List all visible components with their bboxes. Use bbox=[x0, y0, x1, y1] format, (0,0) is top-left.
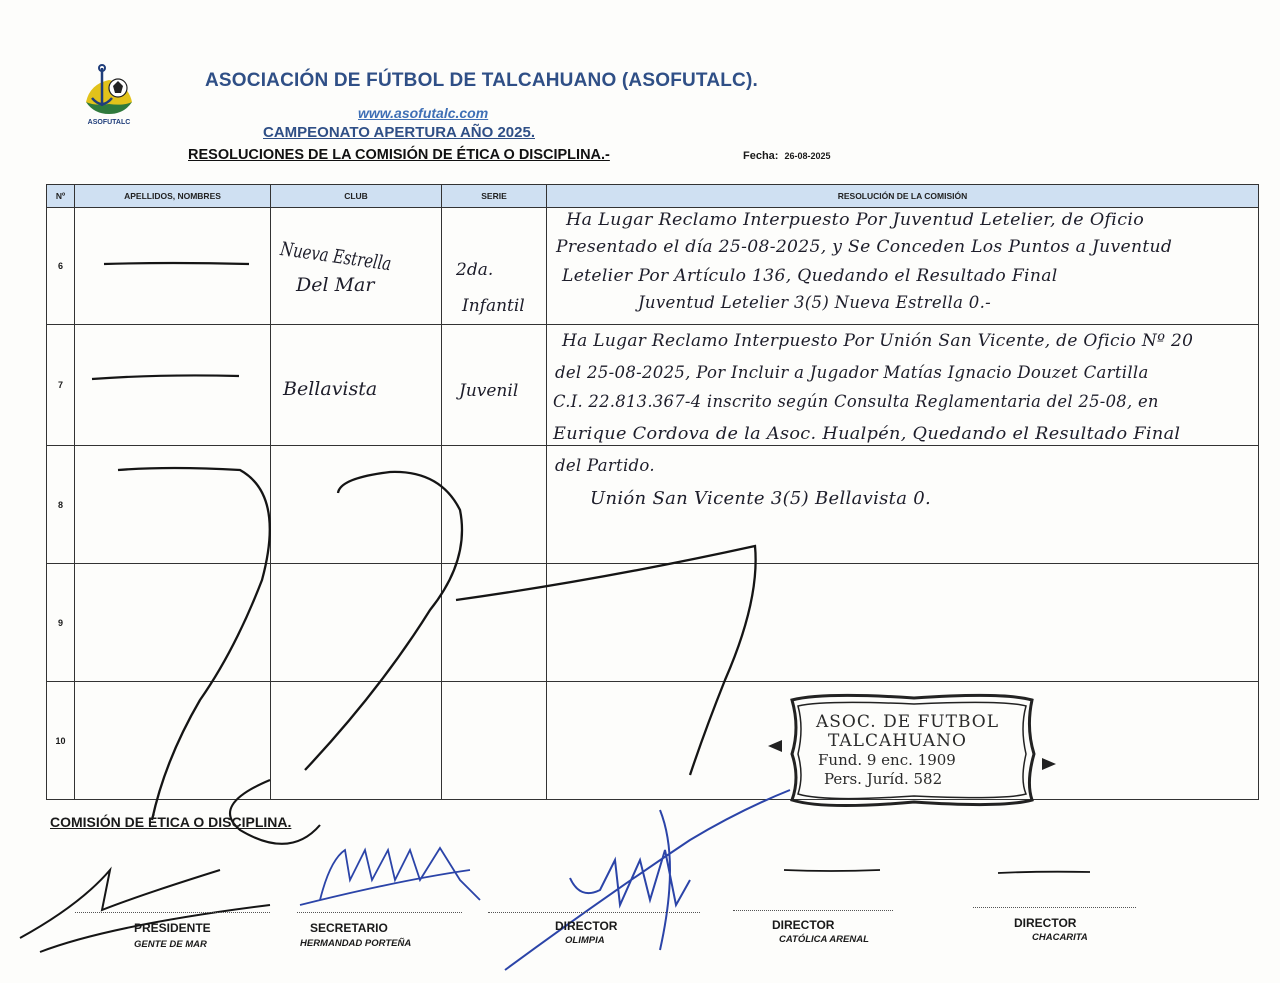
document-subtitle: RESOLUCIONES DE LA COMISIÓN DE ÉTICA O DISCIPLINA.- bbox=[188, 147, 610, 163]
column-header: APELLIDOS, NOMBRES bbox=[75, 185, 271, 208]
handwritten-club: Nueva Estrella bbox=[278, 238, 393, 276]
row-number: 6 bbox=[47, 208, 75, 325]
table-header-row bbox=[47, 185, 1259, 208]
signer-role: PRESIDENTE bbox=[134, 921, 211, 935]
website-link[interactable]: www.asofutalc.com bbox=[358, 105, 489, 121]
row-number: 7 bbox=[47, 325, 75, 446]
date-value: 26-08-2025 bbox=[784, 151, 831, 161]
stamp-line: ASOC. DE FUTBOL bbox=[816, 712, 1000, 732]
date-field bbox=[743, 150, 831, 162]
signature-stroke bbox=[300, 848, 480, 905]
column-header: SERIE bbox=[442, 185, 547, 208]
signature-line bbox=[75, 912, 270, 913]
signer-role: DIRECTOR bbox=[555, 919, 618, 933]
signature-line bbox=[733, 910, 893, 911]
logo-text: ASOFUTALC bbox=[87, 119, 131, 126]
signer-role: SECRETARIO bbox=[310, 921, 388, 935]
row-number: 9 bbox=[47, 564, 75, 682]
signature-stroke bbox=[784, 870, 880, 871]
organization-title: ASOCIACIÓN DE FÚTBOL DE TALCAHUANO (ASOFUTALC). bbox=[205, 70, 758, 91]
championship-title: CAMPEONATO APERTURA AÑO 2025. bbox=[263, 124, 535, 141]
handwritten-club: Del Mar bbox=[296, 274, 375, 296]
stamp-line: TALCAHUANO bbox=[828, 731, 967, 751]
signer-role: DIRECTOR bbox=[772, 918, 835, 932]
signer-club: HERMANDAD PORTEÑA bbox=[300, 938, 412, 949]
handwritten-resolution-line: Ha Lugar Reclamo Interpuesto Por Juventud Letelier, de Oficio bbox=[566, 210, 1145, 229]
handwritten-resolution-line: del 25-08-2025, Por Incluir a Jugador Matías Ignacio Douzet Cartilla bbox=[555, 363, 1149, 382]
signer-role: DIRECTOR bbox=[1014, 916, 1077, 930]
signer-club: OLIMPIA bbox=[565, 935, 605, 946]
handwritten-resolution-line: Presentado el día 25-08-2025, y Se Conceden Los Puntos a Juventud bbox=[556, 237, 1173, 256]
handwritten-resolution-line: C.I. 22.813.367-4 inscrito según Consulta Reglamentaria del 25-08, en bbox=[553, 392, 1159, 411]
stamp-line: Pers. Juríd. 582 bbox=[824, 770, 943, 788]
signature-line bbox=[488, 912, 700, 913]
table-row bbox=[47, 682, 1259, 800]
signer-club: GENTE DE MAR bbox=[134, 939, 207, 950]
column-header: CLUB bbox=[271, 185, 442, 208]
handwritten-resolution-line: Unión San Vicente 3(5) Bellavista 0. bbox=[590, 488, 932, 509]
committee-footer-label: COMISIÓN DE ÉTICA O DISCIPLINA. bbox=[50, 814, 292, 830]
handwritten-resolution-line: Eurique Cordova de la Asoc. Hualpén, Quedando el Resultado Final bbox=[553, 424, 1181, 443]
stamp-line: Fund. 9 enc. 1909 bbox=[818, 751, 956, 769]
table-row bbox=[47, 564, 1259, 682]
handwritten-resolution-line: Letelier Por Artículo 136, Quedando el Resultado Final bbox=[562, 266, 1058, 285]
handwritten-serie: 2da. bbox=[456, 260, 494, 280]
official-stamp bbox=[764, 688, 1060, 814]
handwritten-resolution-line: Juventud Letelier 3(5) Nueva Estrella 0.- bbox=[638, 293, 991, 312]
handwritten-resolution-line: Ha Lugar Reclamo Interpuesto Por Unión San Vicente, de Oficio Nº 20 bbox=[562, 331, 1194, 350]
handwritten-club: Bellavista bbox=[283, 378, 378, 400]
asofutalc-logo bbox=[80, 62, 138, 132]
handwritten-serie: Juvenil bbox=[459, 381, 519, 401]
handwritten-resolution-line: del Partido. bbox=[555, 456, 655, 475]
row-number: 8 bbox=[47, 446, 75, 564]
column-header: RESOLUCIÓN DE LA COMISIÓN bbox=[547, 185, 1259, 208]
signature-stroke bbox=[998, 872, 1090, 873]
date-label: Fecha: bbox=[743, 150, 779, 162]
signature-line bbox=[973, 907, 1136, 908]
signer-club: CATÓLICA ARENAL bbox=[779, 934, 869, 945]
column-header: Nº bbox=[47, 185, 75, 208]
row-number: 10 bbox=[47, 682, 75, 800]
signature-stroke bbox=[505, 790, 790, 970]
signature-line bbox=[297, 912, 462, 913]
handwritten-serie: Infantil bbox=[462, 296, 525, 316]
signer-club: CHACARITA bbox=[1032, 932, 1088, 943]
